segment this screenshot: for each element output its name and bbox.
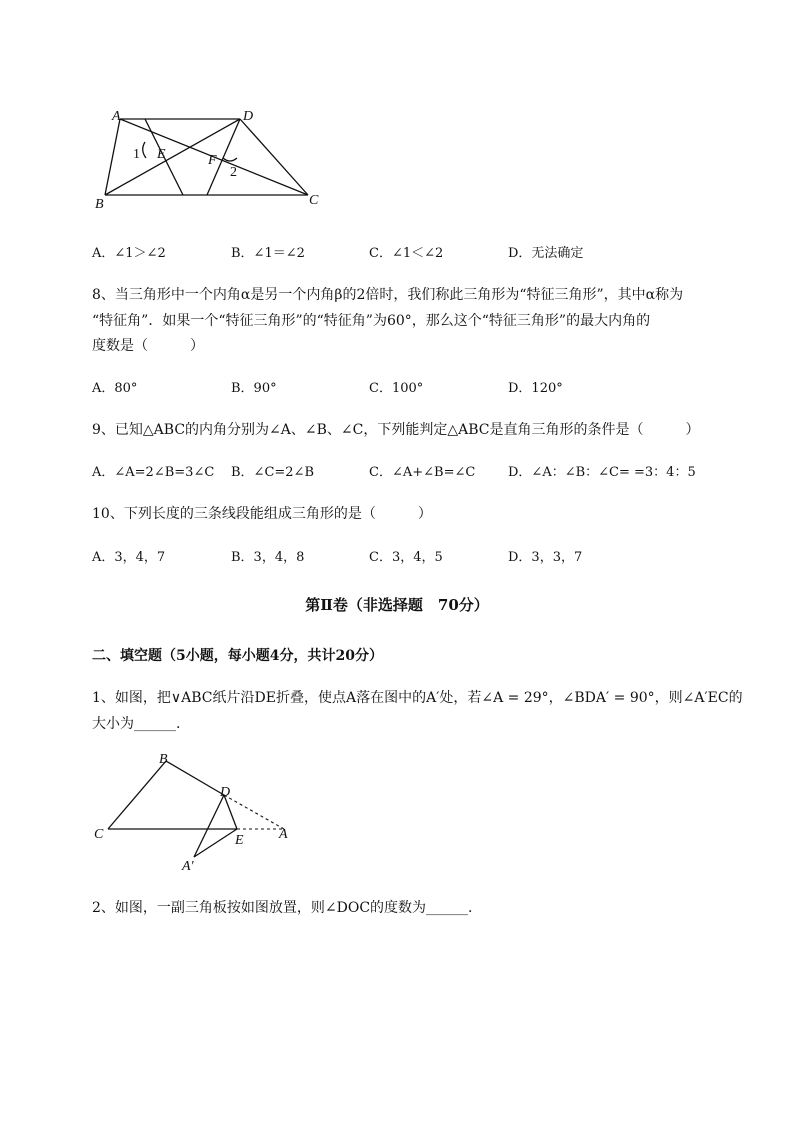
q8-line-2: “特征角”．如果一个“特征三角形”的“特征角”为60°，那么这个“特征三角形”的最大内角的 xyxy=(92,313,651,329)
angle-2-label: 2 xyxy=(230,165,237,180)
q8-line-1: 8、当三角形中一个内角α是另一个内角β的2倍时，我们称此三角形为“特征三角形”，其中α称为 xyxy=(92,287,684,303)
fill-blank-section-heading: 二、填空题（5小题，每小题4分，共计20分） xyxy=(92,648,383,664)
label-e2: E xyxy=(235,833,244,848)
angle-1-label: 1 xyxy=(133,147,140,162)
q8-option-c: C．100° xyxy=(369,381,424,396)
f2-text: 2、如图，一副三角板按如图放置，则∠DOC的度数为______. xyxy=(92,900,473,916)
label-e: E xyxy=(157,147,166,162)
q8-option-b: B．90° xyxy=(231,381,277,396)
part-2-title: 第Ⅱ卷（非选择题 70分） xyxy=(305,596,489,614)
f1-line-1: 1、如图，把∨ABC纸片沿DE折叠，使点A落在图中的A′处，若∠A = 29°，∠BDA′ = 90°，则∠A′EC的 xyxy=(92,690,743,706)
q8-line-3: 度数是（ ） xyxy=(92,338,204,354)
label-d: D xyxy=(243,109,254,124)
label-b: B xyxy=(95,197,104,212)
q8-option-a: A．80° xyxy=(92,381,138,396)
label-a: A xyxy=(112,109,121,124)
label-b2: B xyxy=(159,752,168,767)
label-a-prime: A′ xyxy=(182,859,194,874)
label-c: C xyxy=(309,193,319,208)
q9-option-d: D．∠A：∠B：∠C= =3：4：5 xyxy=(508,465,696,480)
label-a2: A xyxy=(279,827,288,842)
figure-folded-triangle xyxy=(90,745,300,880)
q9-option-a: A．∠A=2∠B=3∠C xyxy=(92,465,215,480)
q10-option-d: D．3，3，7 xyxy=(508,550,583,565)
label-c2: C xyxy=(94,827,104,842)
q7-option-b: B．∠1＝∠2 xyxy=(231,246,305,261)
q9-text: 9、已知△ABC的内角分别为∠A、∠B、∠C，下列能判定△ABC是直角三角形的条件是（ ） xyxy=(92,422,700,438)
q9-option-c: C．∠A+∠B=∠C xyxy=(369,465,476,480)
q8-option-d: D．120° xyxy=(508,381,563,396)
q9-option-b: B．∠C=2∠B xyxy=(231,465,315,480)
label-d2: D xyxy=(220,785,231,800)
q7-option-d: D．无法确定 xyxy=(508,246,584,261)
q7-option-a: A．∠1＞∠2 xyxy=(92,246,166,261)
q10-text: 10、下列长度的三条线段能组成三角形的是（ ） xyxy=(92,506,432,522)
q10-option-b: B．3，4，8 xyxy=(231,550,305,565)
q10-option-a: A．3，4，7 xyxy=(92,550,166,565)
figure-trapezoid xyxy=(90,100,330,215)
q10-option-c: C．3，4，5 xyxy=(369,550,443,565)
f1-line-2: 大小为______. xyxy=(92,716,181,732)
label-f: F xyxy=(208,153,217,168)
q7-option-c: C．∠1＜∠2 xyxy=(369,246,444,261)
